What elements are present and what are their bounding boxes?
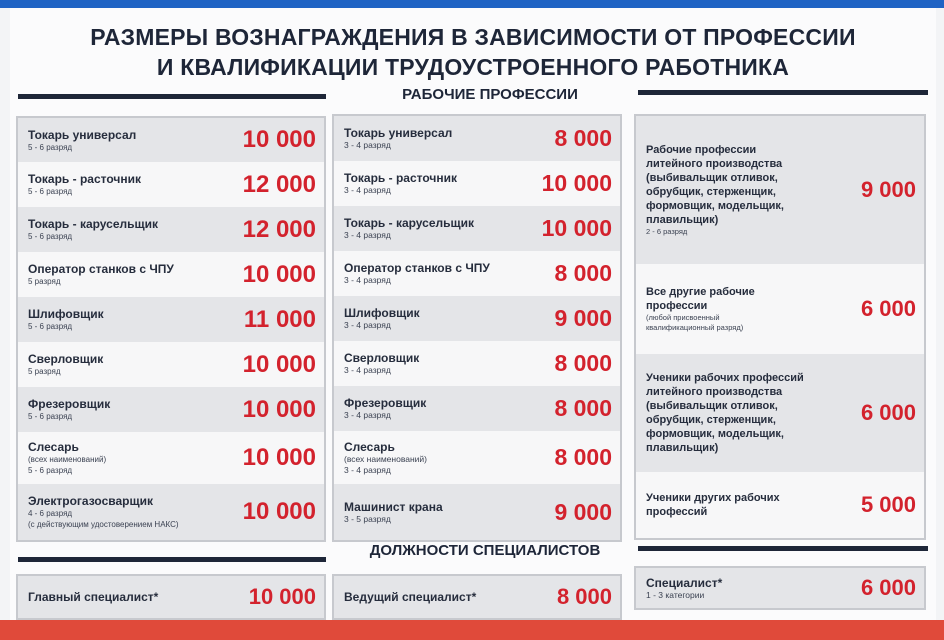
job-cell bbox=[344, 500, 443, 525]
job-cell bbox=[646, 143, 784, 237]
column-1 bbox=[18, 118, 324, 540]
rule-right bbox=[638, 90, 928, 95]
job-title: Оператор станков с ЧПУ bbox=[28, 262, 174, 276]
top-color-stripe bbox=[0, 0, 944, 8]
job-title: Токарь универсал bbox=[28, 127, 137, 142]
job-cell bbox=[646, 285, 755, 333]
job-grade: 5 - 6 разряд bbox=[28, 412, 73, 421]
job-grade: 3 - 4 разряд bbox=[344, 410, 391, 420]
poster-title bbox=[10, 22, 936, 82]
reward-amount: 12 000 bbox=[242, 170, 316, 198]
job-title: Шлифовщик bbox=[28, 307, 104, 321]
reward-amount: 8 000 bbox=[554, 444, 612, 470]
rule-left bbox=[18, 94, 326, 99]
job-cell bbox=[28, 494, 179, 530]
job-title-line: профессий bbox=[646, 506, 708, 518]
job-title-line: Ученики других рабочих bbox=[646, 492, 780, 504]
job-title: Слесарь bbox=[344, 439, 395, 454]
job-title-line: Ученики рабочих профессий bbox=[646, 372, 804, 384]
reward-amount: 9 000 bbox=[554, 305, 612, 331]
reward-amount: 8 000 bbox=[554, 395, 612, 421]
job-title-line: формовщик, модельщик, bbox=[646, 200, 784, 212]
title-line-2: И КВАЛИФИКАЦИИ ТРУДОУСТРОЕННОГО РАБОТНИКА bbox=[156, 54, 790, 80]
job-grade-note: квалификационный разряд) bbox=[646, 323, 744, 332]
job-title: Шлифовщик bbox=[344, 306, 420, 320]
reward-amount: 10 000 bbox=[242, 260, 316, 288]
job-title-line: обрубщик, стерженщик, bbox=[646, 414, 776, 426]
job-title: Фрезеровщик bbox=[344, 396, 427, 410]
job-cell bbox=[646, 491, 780, 519]
table-row bbox=[18, 207, 324, 252]
reward-amount: 10 000 bbox=[242, 126, 316, 153]
job-title: Слесарь bbox=[28, 440, 79, 454]
job-cell bbox=[646, 576, 722, 601]
job-cell bbox=[344, 351, 419, 376]
job-cell bbox=[344, 306, 420, 331]
job-title: Токарь - расточник bbox=[28, 172, 141, 186]
rule-specialists-right bbox=[638, 546, 928, 551]
table-row bbox=[18, 342, 324, 387]
job-title-line: (выбивальщик отливок, bbox=[646, 172, 778, 184]
table-row bbox=[334, 116, 620, 161]
job-title: Токарь - карусельщик bbox=[344, 216, 475, 230]
job-title: Сверловщик bbox=[28, 352, 104, 366]
job-title: Ведущий специалист* bbox=[344, 590, 477, 604]
job-title: Фрезеровщик bbox=[28, 397, 111, 411]
job-cell bbox=[28, 352, 103, 377]
job-title-line: литейного производства bbox=[646, 386, 783, 398]
job-grade: 4 - 6 разряд bbox=[28, 509, 73, 518]
job-grade: 5 разряд bbox=[28, 367, 61, 376]
job-title: Машинист крана bbox=[344, 499, 443, 514]
table-row bbox=[18, 387, 324, 432]
table-row bbox=[636, 472, 924, 538]
job-grade: 5 - 6 разряд bbox=[28, 322, 73, 331]
job-grade: 3 - 4 разряд bbox=[344, 140, 391, 150]
table-row bbox=[334, 341, 620, 386]
job-title: Сверловщик bbox=[344, 351, 420, 365]
job-title: Токарь универсал bbox=[344, 126, 453, 140]
table-row bbox=[334, 251, 620, 296]
rule-specialists-left bbox=[18, 557, 326, 562]
reward-amount: 5 000 bbox=[860, 492, 916, 517]
reward-amount: 10 000 bbox=[248, 584, 316, 609]
job-grade: 3 - 4 разряд bbox=[344, 320, 391, 330]
job-cell bbox=[28, 262, 174, 287]
reward-amount: 10 000 bbox=[242, 498, 316, 525]
reward-amount: 6 000 bbox=[860, 400, 916, 425]
job-grade: 2 - 6 разряд bbox=[646, 227, 688, 236]
job-cell bbox=[28, 307, 104, 332]
specialist-row bbox=[334, 576, 620, 618]
reward-amount: 11 000 bbox=[243, 305, 316, 333]
job-cell bbox=[344, 216, 474, 241]
job-cell bbox=[28, 172, 141, 197]
job-cell bbox=[28, 590, 158, 604]
table-row bbox=[18, 118, 324, 162]
job-cell bbox=[344, 126, 452, 151]
job-cell bbox=[344, 261, 490, 286]
reward-amount: 8 000 bbox=[554, 260, 612, 286]
job-cell bbox=[344, 396, 426, 421]
job-grade: (всех наименований) bbox=[344, 453, 427, 464]
poster bbox=[10, 8, 936, 620]
job-grade-note: (с действующим удостоверением НАКС) bbox=[28, 520, 179, 529]
specialist-row bbox=[18, 576, 324, 618]
reward-amount: 8 000 bbox=[554, 350, 612, 376]
job-title: Главный специалист* bbox=[28, 590, 159, 604]
job-grade: (любой присвоенный bbox=[646, 313, 720, 322]
job-title-line: Рабочие профессии bbox=[646, 144, 757, 156]
table-row bbox=[334, 431, 620, 484]
reward-amount: 10 000 bbox=[242, 444, 316, 471]
reward-amount: 10 000 bbox=[242, 350, 316, 378]
reward-amount: 10 000 bbox=[541, 170, 612, 196]
table-row bbox=[636, 264, 924, 354]
reward-amount: 8 000 bbox=[554, 125, 612, 151]
job-grade: 3 - 4 разряд bbox=[344, 365, 391, 375]
job-title-line: (выбивальщик отливок, bbox=[646, 400, 778, 412]
table-row bbox=[18, 484, 324, 540]
column-2 bbox=[334, 116, 620, 540]
job-cell bbox=[344, 171, 457, 196]
table-row bbox=[18, 297, 324, 342]
job-title-line: обрубщик, стерженщик, bbox=[646, 186, 776, 198]
specialist-row bbox=[636, 568, 924, 608]
section-title-workers: РАБОЧИЕ ПРОФЕССИИ bbox=[402, 86, 578, 103]
job-grade: 3 - 5 разряд bbox=[344, 513, 391, 524]
job-cell bbox=[28, 128, 136, 153]
job-title-line: плавильщик) bbox=[646, 214, 719, 226]
job-title-line: Все другие рабочие bbox=[646, 286, 755, 298]
job-grade: (всех наименований) bbox=[28, 455, 107, 464]
job-grade: 1 - 3 категории bbox=[646, 589, 705, 600]
job-grade: 3 - 4 разряд bbox=[344, 275, 391, 285]
table-row bbox=[334, 161, 620, 206]
job-grade: 5 разряд bbox=[28, 277, 61, 286]
table-row bbox=[18, 432, 324, 484]
job-grade: 5 - 6 разряд bbox=[28, 187, 73, 196]
table-row bbox=[18, 162, 324, 207]
job-cell bbox=[28, 440, 106, 476]
reward-amount: 9 000 bbox=[860, 177, 916, 202]
job-title: Токарь - карусельщик bbox=[28, 217, 159, 231]
job-title: Оператор станков с ЧПУ bbox=[344, 261, 490, 275]
table-row bbox=[636, 116, 924, 264]
reward-amount: 9 000 bbox=[554, 498, 612, 525]
job-cell bbox=[28, 217, 158, 242]
job-title-line: плавильщик) bbox=[646, 442, 719, 454]
column-3 bbox=[636, 116, 924, 538]
table-row bbox=[18, 252, 324, 297]
reward-amount: 10 000 bbox=[541, 215, 612, 241]
job-cell bbox=[646, 371, 804, 455]
table-row bbox=[334, 206, 620, 251]
job-grade: 3 - 4 разряд bbox=[344, 185, 391, 195]
reward-amount: 8 000 bbox=[556, 584, 612, 609]
reward-amount: 12 000 bbox=[242, 215, 316, 243]
table-row bbox=[334, 386, 620, 431]
reward-amount: 6 000 bbox=[860, 296, 916, 321]
job-title-line: литейного производства bbox=[646, 158, 783, 170]
job-grade: 5 - 6 разряд bbox=[28, 142, 73, 152]
job-title: Специалист* bbox=[646, 575, 723, 590]
table-row bbox=[334, 484, 620, 540]
job-title-line: формовщик, модельщик, bbox=[646, 428, 784, 440]
job-cell bbox=[344, 590, 476, 604]
job-grade-note: 5 - 6 разряд bbox=[28, 466, 73, 475]
title-line-1: РАЗМЕРЫ ВОЗНАГРАЖДЕНИЯ В ЗАВИСИМОСТИ ОТ ПРОФЕССИИ bbox=[90, 24, 856, 50]
bottom-color-stripe bbox=[0, 620, 944, 640]
job-title: Электрогазосварщик bbox=[28, 494, 153, 508]
job-grade: 3 - 4 разряд bbox=[344, 230, 391, 240]
job-title-line: профессии bbox=[646, 300, 708, 312]
job-title: Токарь - расточник bbox=[344, 171, 457, 185]
job-cell bbox=[344, 440, 427, 476]
reward-amount: 6 000 bbox=[860, 575, 916, 600]
table-row bbox=[334, 296, 620, 341]
section-title-specialists: ДОЛЖНОСТИ СПЕЦИАЛИСТОВ bbox=[369, 542, 601, 559]
job-grade: 5 - 6 разряд bbox=[28, 232, 73, 241]
job-cell bbox=[28, 397, 110, 422]
reward-amount: 10 000 bbox=[242, 395, 316, 423]
job-grade-note: 3 - 4 разряд bbox=[344, 464, 391, 475]
table-row bbox=[636, 354, 924, 472]
